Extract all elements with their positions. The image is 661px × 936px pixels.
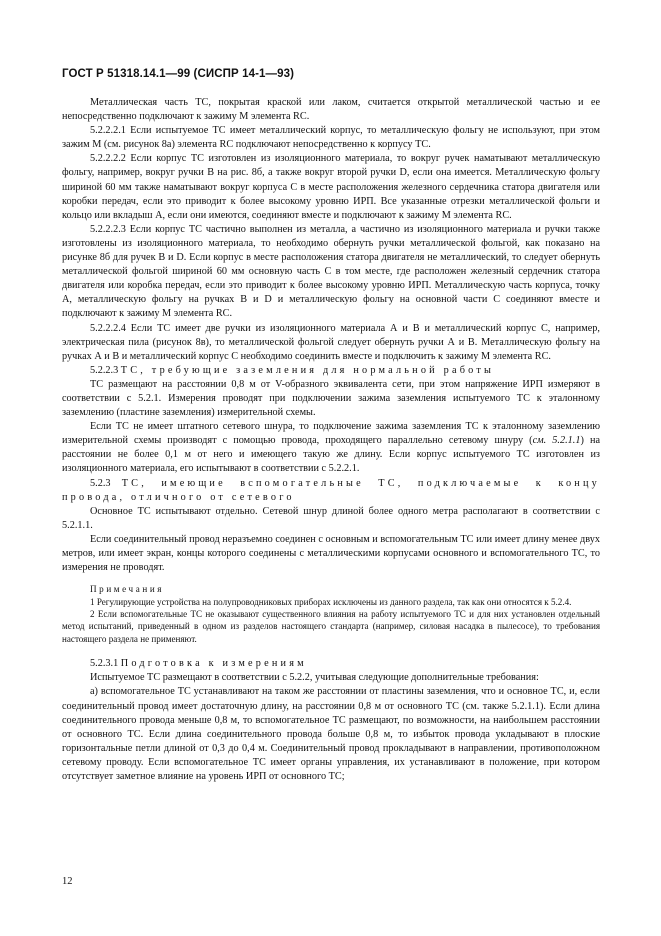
paragraph-intro: Металлическая часть ТС, покрытая краской или лаком, считается открытой металлической частью и ее непосредственно подключают к зажиму М элемента RC. — [62, 97, 600, 123]
section-heading-5-2-2-3 — [62, 364, 600, 378]
note-item: 1 Регулирующие устройства на полупроводниковых приборах исключены из данного раздела, так как они относятся к 5.2.4. — [90, 596, 572, 607]
section-heading-5-2-3-1 — [62, 657, 600, 671]
document-body — [62, 96, 600, 784]
section-title: ТС, имеющие вспомогательные ТС, подключаемые к концу провода, отличного от сетевого — [62, 477, 601, 503]
paragraph: Основное ТС испытывают отдельно. Сетевой шнур длиной более одного метра располагают в соответствии с 5.2.1.1. — [62, 505, 600, 531]
section-title: ТС, требующие заземления для нормальной работы — [120, 364, 495, 376]
paragraph-5-2-2-2-4: 5.2.2.2.4 Если ТС имеет две ручки из изоляционного материала А и В и металлический корпус С, например, электрическая пила (рисунок 8в), то металлической фольгой следует обернуть ручки А и В. Металлическую фольгу на ручках А и В и металлический корпус С необходимо соединить вместе и подключить к зажиму М элемента RC. — [62, 322, 600, 362]
page-number: 12 — [62, 876, 73, 887]
section-number: 5.2.3 — [90, 477, 111, 489]
paragraph: ТС размещают на расстоянии 0,8 м от V-образного эквивалента сети, при этом напряжение ИРП измеряют в соответствии с 5.2.1. Измерения проводят при подключении зажима заземления испытуемого ТС к эталонному заземлению (пластине заземления) измерительной схемы. — [62, 378, 600, 419]
note-item: 2 Если вспомогательные ТС не оказывают существенного влияния на работу испытуемого ТС и для них установлен отдельный метод испытаний, приведенный в одном из разделов настоящего стандарта (например, силовая насадка в пылесосе), то требования настоящего раздела не применяют. — [62, 609, 600, 644]
notes-block — [62, 583, 600, 645]
paragraph: Если соединительный провод неразъемно соединен с основным и вспомогательным ТС или имеет длину менее двух метров, или имеет экран, концы которого соединены с металлическими корпусами основного и вспомогательного ТС, то измерения не проводят. — [62, 533, 600, 574]
notes-title: Примечания — [90, 584, 165, 595]
running-header: ГОСТ Р 51318.14.1—99 (СИСПР 14-1—93) — [62, 68, 295, 80]
paragraph: Испытуемое ТС размещают в соответствии с 5.2.2, учитывая следующие дополнительные требования: — [90, 672, 539, 684]
section-number: 5.2.2.3 — [90, 364, 119, 376]
section-heading-5-2-3 — [62, 477, 600, 505]
paragraph: Если ТС не имеет штатного сетевого шнура, то подключение зажима заземления ТС к эталонному заземлению измерительной схемы производят с помощью провода, проходящего параллельно сетевому шнуру (см. 5.2.1.1) на расстоянии не более 0,1 м от него и имеющего такую же длину. Если корпус испытуемого ТС изготовлен из изоляционного материала, его испытывают в соответствии с 5.2.2.1. — [62, 421, 600, 475]
paragraph-5-2-2-2-3: 5.2.2.2.3 Если корпус ТС частично выполнен из металла, а частично из изоляционного материала и ручки также изготовлены из изоляционного материала, то необходимо обернуть ручки металлической фольгой, как показано на рисунке 8б для ручек В и D. Если корпус в месте расположения статора двигателя не металлический, то следует обернуть металлической фольгой шириной 60 мм основную часть С в том месте, где расположен железный сердечник статора двигателя или коробка передач, если это приводит к более высокому уровню ИРП. Металлическую часть корпуса, точку А, металлическую фольгу на ручках В и D и металлическую фольгу на основной части С соединяют вместе и подключают к зажиму М элемента RC. — [62, 223, 600, 320]
section-number: 5.2.3.1 — [90, 658, 119, 670]
section-title: Подготовка к измерениям — [120, 658, 307, 670]
cross-reference: см. 5.2.1.1 — [532, 435, 581, 447]
paragraph-5-2-2-2-1: 5.2.2.2.1 Если испытуемое ТС имеет металлический корпус, то металлическую фольгу не используют, при этом зажим М (см. рисунок 8а) элемента RC подключают непосредственно к корпусу ТС. — [62, 125, 600, 151]
paragraph-5-2-2-2-2: 5.2.2.2.2 Если корпус ТС изготовлен из изоляционного материала, то вокруг ручек наматывают металлическую фольгу, например, вокруг ручки В на рис. 8б, а также вокруг второй ручки D, если она имеется. Металлическую фольгу шириной 60 мм также наматывают вокруг корпуса С в месте расположения железного сердечника статора двигателя или коробки передач, если это приводит к более высокому уровню ИРП. Все указанные отрезки металлической фольги и кольцо или вкладыш А, если они имеются, соединяют вместе и подключают к зажиму М элемента RC. — [62, 153, 600, 221]
paragraph-item-a: а) вспомогательное ТС устанавливают на таком же расстоянии от пластины заземления, что и основное ТС, и, если соединительный провод имеет достаточную длину, на расстоянии 0,8 м от основного ТС (см. также 5.2.1.1). Если длина соединительного провода меньше 0,8 м, то вспомогательное ТС размещают, по возможности, на наибольшем расстоянии от основного ТС. Если длина соединительного провода больше 0,8 м, то избыток провода укладывают в плоские горизонтальные петли длиной от 0,3 до 0,4 м. Соединительный провод прокладывают в направлении, противоположном сетевому проводу. Если вспомогательное ТС имеет органы управления, их устанавливают в положение, при котором отсутствует заметное влияние на уровень ИРП от основного ТС; — [62, 686, 600, 782]
